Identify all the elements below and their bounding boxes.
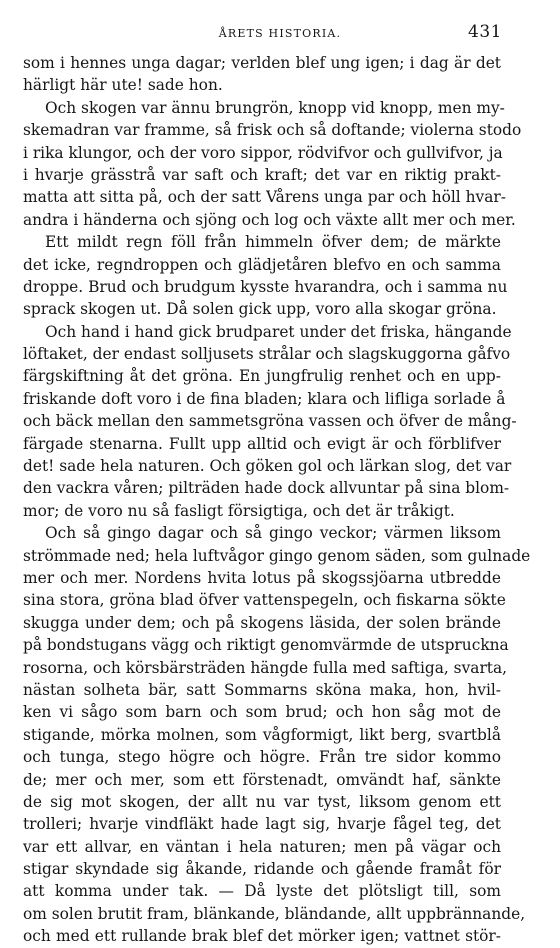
text-line: och bäck mellan den sammetsgröna vassen och öfver de mång- xyxy=(23,412,517,431)
text-line: Och skogen var ännu brungrön, knopp vid knopp, men my- xyxy=(45,98,505,117)
running-title: ÅRETS HISTORIA. xyxy=(218,27,342,40)
text-line: härligt här ute! sade hon. xyxy=(23,76,223,95)
text-line: var ett allvar, en väntan i hela naturen; men på vägar och xyxy=(23,837,501,856)
text-line: andra i händerna och sjöng och log och växte allt mer och mer. xyxy=(23,210,516,229)
text-line: droppe. Brud och brudgum kysste hvarandra, och i samma nu xyxy=(23,277,508,296)
text-line: i hvarje grässtrå var saft och kraft; det var en riktig prakt- xyxy=(23,165,501,184)
text-line: om solen brutit fram, blänkande, bländande, allt uppbrännande, xyxy=(23,904,526,923)
text-line: Ett mildt regn föll från himmeln öfver dem; de märkte xyxy=(45,233,501,252)
body-text xyxy=(23,52,531,948)
text-line: rosorna, och körsbärsträden hängde fulla med saftiga, svarta, xyxy=(23,658,508,677)
text-line: löftaket, der endast solljusets strålar och slagskuggorna gåfvo xyxy=(23,345,511,364)
text-line: och med ett rullande brak blef det mörker igen; vattnet stör- xyxy=(23,927,501,946)
text-line: mor; de voro nu så fasligt försigtiga, och det är tråkigt. xyxy=(23,501,455,520)
text-line: på bondstugans vägg och riktigt genomvärmde de utspruckna xyxy=(23,636,509,655)
text-line: nästan solheta bär, satt Sommarns sköna maka, hon, hvil- xyxy=(23,680,501,699)
text-line: som i hennes unga dagar; verlden blef ung igen; i dag är det xyxy=(23,54,501,72)
text-line: de; mer och mer, som ett förstenadt, omvändt haf, sänkte xyxy=(23,770,501,789)
page-number: 431 xyxy=(468,22,502,42)
text-line: färgskiftning åt det gröna. En jungfrulig renhet och en upp- xyxy=(23,367,501,386)
text-line: sprack skogen ut. Då solen gick upp, voro alla skogar gröna. xyxy=(23,300,497,319)
text-line: stigande, mörka molnen, som vågformigt, likt berg, svartblå xyxy=(23,725,501,744)
text-line: att komma under tak. — Då lyste det plötsligt till, som xyxy=(23,882,501,901)
text-line: stigar skyndade sig åkande, ridande och gående framåt för xyxy=(23,860,501,879)
text-line: skugga under dem; och på skogens läsida, der solen brände xyxy=(23,613,501,632)
text-line: mer och mer. Nordens hvita lotus på skogssjöarna utbredde xyxy=(23,568,501,587)
text-line: det icke, regndroppen och glädjetåren blefvo en och samma xyxy=(23,255,501,274)
text-line: färgade stenarna. Fullt upp alltid och evigt är och förblifver xyxy=(23,434,501,453)
running-header xyxy=(0,22,560,44)
text-line: och tunga, stego högre och högre. Från tre sidor kommo xyxy=(23,748,501,767)
text-line: det! sade hela naturen. Och göken gol och lärkan slog, det var xyxy=(23,457,512,476)
text-line: sina stora, gröna blad öfver vattenspegeln, och fiskarna sökte xyxy=(23,591,506,610)
text-line: Och hand i hand gick brudparet under det friska, hängande xyxy=(45,322,512,341)
text-line: ken vi sågo som barn och som brud; och hon såg mot de xyxy=(23,703,501,722)
text-line: Och så gingo dagar och så gingo veckor; värmen liksom xyxy=(45,524,501,543)
text-line: matta att sitta på, och der satt Vårens unga par och höll hvar- xyxy=(23,188,506,207)
text-line: strömmade ned; hela luftvågor gingo genom säden, som gulnade xyxy=(23,546,531,565)
text-line: skemadran var framme, så frisk och så doftande; violerna stodo xyxy=(23,121,522,140)
text-line: friskande doft voro i de fina bladen; klara och lifliga sorlade å xyxy=(23,389,506,408)
text-line: trolleri; hvarje vindfläkt hade lagt sig, hvarje fågel teg, det xyxy=(23,815,501,834)
text-line: de sig mot skogen, der allt nu var tyst, liksom genom ett xyxy=(23,792,501,811)
text-line: den vackra våren; pilträden hade dock allvuntar på sina blom- xyxy=(23,479,510,498)
text-line: i rika klungor, och der voro sippor, rödvifvor och gullvifvor, ja xyxy=(23,143,503,162)
